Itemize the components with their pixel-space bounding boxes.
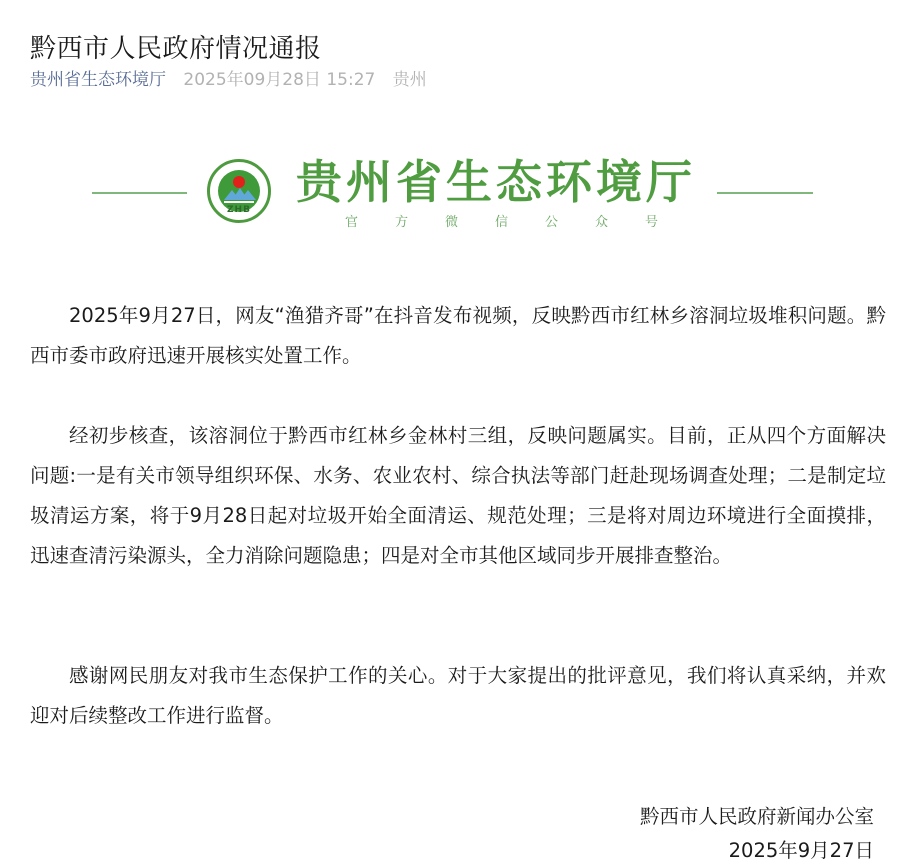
article-title: 黔西市人民政府情况通报 <box>30 34 322 65</box>
banner-brand-text: 贵州省生态环境厅 <box>296 155 696 209</box>
subtitle-char: 方 <box>395 215 409 230</box>
subtitle-char: 众 <box>595 215 609 230</box>
publish-time: 2025年09月28日 15:27 <box>183 70 376 90</box>
water-line <box>224 201 254 203</box>
sun-icon <box>233 176 245 188</box>
decorative-line-left <box>92 192 187 194</box>
publish-location: 贵州 <box>392 70 427 90</box>
body-paragraph: 2025年9月27日，网友“渔猎齐哥”在抖音发布视频，反映黔西市红林乡溶洞垃圾堆积问题。黔西市委市政府迅速开展核实处置工作。 <box>30 304 886 367</box>
signature-date: 2025年9月27日 <box>728 839 874 862</box>
header-banner-image <box>0 150 914 245</box>
subtitle-char: 官 <box>345 215 359 230</box>
banner-subtitle <box>345 214 695 232</box>
body-paragraph: 感谢网民朋友对我市生态保护工作的关心。对于大家提出的批评意见，我们将认真采纳，并欢迎对后续整改工作进行监督。 <box>30 664 886 727</box>
subtitle-char: 微 <box>445 215 459 230</box>
subtitle-char: 信 <box>495 215 509 230</box>
logo-text: ZHB <box>227 205 251 215</box>
mountain-icon <box>240 190 256 200</box>
account-name-link[interactable]: 贵州省生态环境厅 <box>30 70 166 90</box>
signature-organization: 黔西市人民政府新闻办公室 <box>639 805 874 828</box>
decorative-line-right <box>717 192 813 194</box>
body-paragraph: 经初步核查，该溶洞位于黔西市红林乡金林村三组，反映问题属实。目前，正从四个方面解决问题:一是有关市领导组织环保、水务、农业农村、综合执法等部门赶赴现场调查处理；二是制定垃圾清运方案，将于9月28日起对垃圾开始全面清运、规范处理；三是将对周边环境进行全面摸排，迅速查清污染源头，全力消除问题隐患；四是对全市其他区域同步开展排查整治。 <box>30 424 886 567</box>
subtitle-char: 公 <box>545 215 559 230</box>
article-meta <box>30 66 427 94</box>
zhb-emblem-icon <box>207 159 271 223</box>
subtitle-char: 号 <box>645 215 659 230</box>
